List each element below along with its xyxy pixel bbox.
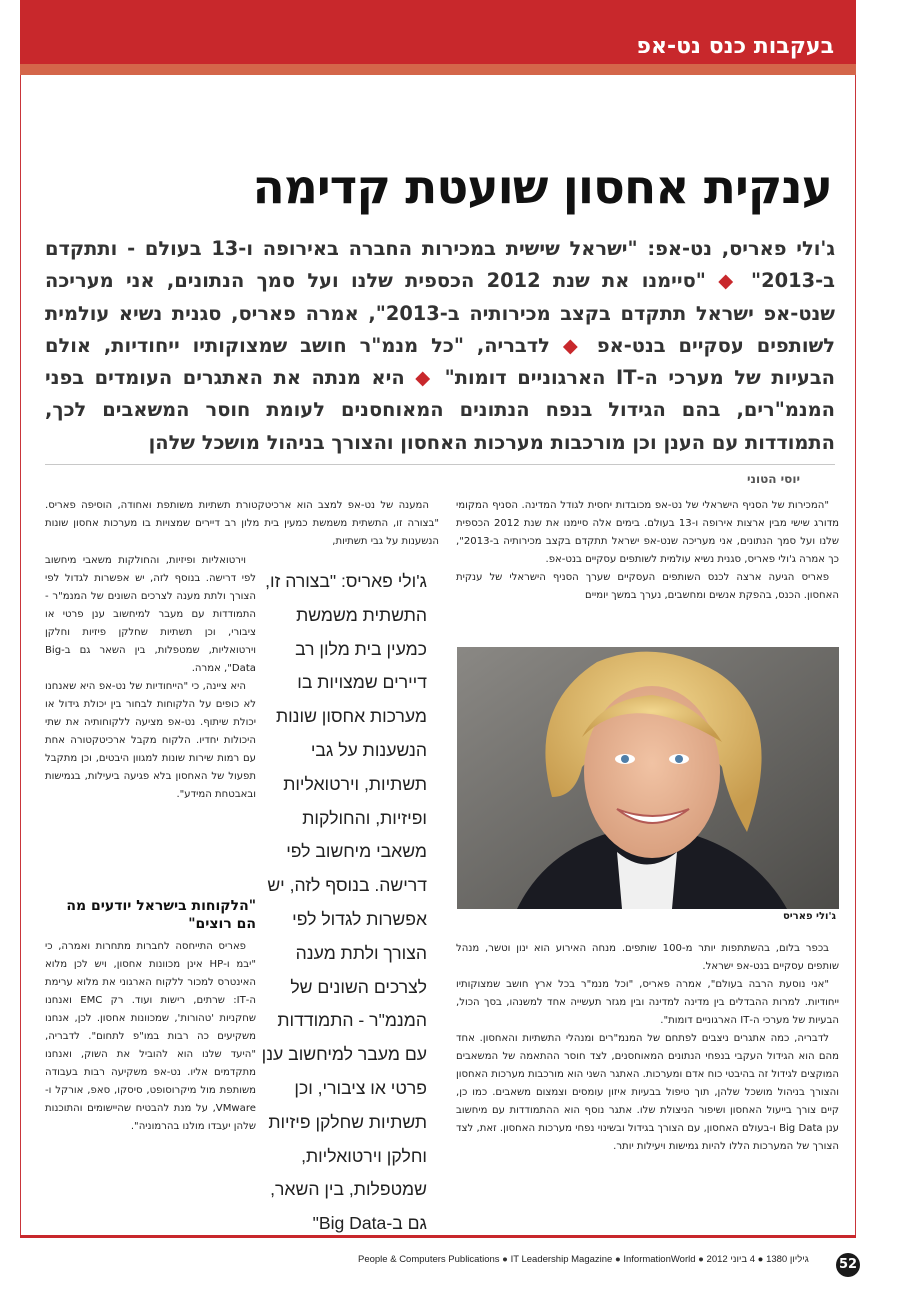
footer-publisher: People & Computers Publications <box>358 1254 500 1265</box>
article-headline: ענקית אחסון שועטת קדימה <box>252 160 832 215</box>
footer-magazine: IT Leadership Magazine <box>510 1254 613 1265</box>
sub-headline: "הלקוחות בישראל יודעים מה הם רוצים" <box>66 898 256 932</box>
paragraph: "המכירות של הסניף הישראלי של נט-אפ מכובדות יחסית לגודל המדינה. הסניף המקומי מדורג שישי מבין ארצות אירופה ו-13 בעולם. בימים אלה סיימנו את שנת 2012 הכספית שלנו ועל סמך הנתונים, אני מעריכה שנט-אפ ישראל תתקדם בקצב מכירותיה ב-2013", כך אמרה ג'ולי פאריס, סגנית נשיא עולמית לשותפים עסקיים בנט-אפ. <box>456 500 839 565</box>
paragraph: בכפר בלום, בהשתתפות יותר מ-100 שותפים. מנחה האירוע הוא ינון וטשר, מנהל שותפים עסקיים בנט-אפ ישראל. <box>456 943 839 972</box>
diamond-icon: ◆ <box>562 333 584 357</box>
article-lead <box>45 233 835 459</box>
section-header-bar <box>20 0 856 64</box>
page-number: 52 <box>836 1253 860 1277</box>
left-column <box>45 552 256 804</box>
paragraph: המענה של נט-אפ למצב הוא ארכיטקטורת תשתיות משותפת ואחודה, הוסיפה פאריס. "בצורה זו, התשתית משמשת כמעין בית מלון רב דיירים שמצויות בו מערכות אחסון שונות הנשענות על גבי תשתיות, <box>45 500 439 547</box>
page-footer <box>358 1254 838 1265</box>
left-column-bottom <box>45 938 256 1136</box>
paragraph: פאריס התייחסה לחברות מתחרות ואמרה, כי "יבמ ו-HP אינן מכוונות אחסון, ויש לכן מלוא האינטרס למכור ללקוח הארגוני את מלוא ערימת ה-IT: שרתים, רישות ועוד. רק EMC ואנחנו שחקניות 'טהורות', שמכוונות אחסון. לכן, אנחנו משקיעים כה רבות במו"פ לתחום". לדבריה, "היעד שלנו הוא להוביל את השוק, ואנחנו מתקדמים אליו. נט-אפ משקיעה רבות בעבודה משותפת מול מיקרוסופט, סיסקו, סאפ, אורקל ו-VMware, על מנת להבטיח שהיישומים והתוכנות שלהן יעבדו מולנו בהרמוניה". <box>45 941 256 1132</box>
portrait-photo <box>457 647 839 909</box>
portrait-image <box>457 647 839 909</box>
pull-quote: ג'ולי פאריס: "בצורה זו, התשתית משמשת כמעין בית מלון רב דיירים שמצויות בו מערכות אחסון שונות הנשענות על גבי תשתיות, וירטואליות ופיזיות, והחולקות משאבי מיחשוב לפי דרישה. בנוסף לזה, יש אפשרות לגדול לפי הצורך ולתת מענה לצרכים השונים של המנמ"ר - התמודדות עם מעבר למיחשוב ענן פרטי או ציבורי, וכן תשתיות שחלקן פיזיות וחלקן וירטואליות, שמטפלות, בין השאר, גם ב-Big Data" <box>261 571 427 1234</box>
lead-divider <box>45 464 835 465</box>
paragraph: היא ציינה, כי "הייחודיות של נט-אפ היא שאנחנו לא כופים על הלקוחות לבחור בין יכולת גידול או יכולת שיתוף. נט-אפ מציעה ללקוחותיה את שתי היכולות יחדיו. הלקוח מקבל ארכיטקטורה אחת עם רמות שירות שונות למגוון היבטים, וכן מתקבל תפעול של האחסון בלא פגיעה ביעילות, בגמישות ובאבטחת המידע". <box>45 681 256 800</box>
paragraph: "אני נוסעת הרבה בעולם", אמרה פאריס, "וכל מנמ"ר בכל ארץ חושב שמצוקותיו ייחודיות. למרות ההבדלים בין מדינה למדינה ובין מגזר תעשייה אחד למשנהו, בסך הכול, הבעיות של מערכי ה-IT הארגוניים דומות". <box>456 979 839 1026</box>
paragraph: וירטואליות ופיזיות, והחולקות משאבי מיחשוב לפי דרישה. בנוסף לזה, יש אפשרות לגדול לפי הצורך ולתת מענה לצרכים השונים של המנמ"ר - התמודדות עם מעבר למיחשוב ענן פרטי או ציבורי, וכן תשתיות שחלקן פיזיות וחלקן וירטואליות, שמטפלות, בין השאר גם ב-Big Data", אמרה. <box>45 555 256 674</box>
diamond-icon: ◆ <box>415 366 434 390</box>
right-column-bottom <box>456 940 839 1156</box>
paragraph: לדבריה, כמה אתגרים ניצבים לפתחם של המנמ"רים ומנהלי התשתיות והאחסון. אחד מהם הוא הגידול העקבי בנפחי הנתונים המאוחסנים, לצד חוסר ההתאמה של המשאבים המוקצים לגידול זה בהיבטי כוח אדם ומערכות. האתגר השני הוא מורכבות מערכות האחסון והצורך בניהול מושכל שלהן, תוך טיפול בבעיות איזון עומסים וצמצום משאבים. כמו כן, קיים צורך בייעול האחסון ושיפור הניצולת שלו. אתגר נוסף הוא ההתמודדות עם מיחשוב ענן Big Data ו-בעולם האחסון, עם הצורך בגידול ובשינוי נפחי מערכות האחסון. זאת, לצד הצורך של המערכות הללו להיות גמישות ויעילות יותר. <box>456 1033 839 1152</box>
photo-caption: ג'ולי פאריס <box>782 911 836 922</box>
section-label: בעקבות כנס נט-אפ <box>636 34 834 59</box>
footer-site: InformationWorld <box>623 1254 696 1265</box>
bullet-icon: ● <box>698 1254 704 1265</box>
right-column-top <box>456 497 839 605</box>
bottom-rule <box>20 1235 856 1238</box>
lead-part-4: היא מנתה את האתגרים העומדים בפני המנמ"רים, בהם הגידול בנפח הנתונים המאוחסנים לעומת חוסר המשאבים לכך, התמודדות עם הענן וכן מורכבות מערכות האחסון והצורך בניהול מושכל שלהן <box>45 366 835 454</box>
paragraph: פאריס הגיעה ארצה לכנס השותפים העסקיים שערך הסניף הישראלי של ענקית האחסון. הכנס, בהפקת אנשים ומחשבים, נערך במשך יומיים <box>456 572 839 601</box>
section-subbar <box>20 64 856 75</box>
bullet-icon: ● <box>614 1254 621 1265</box>
lead-part-2: "סיימנו את שנת 2012 הכספית שלנו ועל סמך הנתונים, אני מעריכה שנט-אפ ישראל תתקדם בקצב מכירותיה ב-2013", אמרה פאריס, סגנית נשיא עולמית לשותפים עסקיים בנט-אפ <box>45 269 835 357</box>
footer-issue: גיליון 1380 ● 4 ביוני 2012 <box>706 1254 809 1265</box>
bullet-icon: ● <box>502 1254 508 1265</box>
lead-part-1: ג'ולי פאריס, נט-אפ: "ישראל שישית במכירות החברה באירופה ו-13 בעולם - ותתקדם ב-2013" <box>45 237 836 293</box>
left-column-top <box>45 497 439 551</box>
author-byline: יוסי הטוני <box>746 472 800 486</box>
diamond-icon: ◆ <box>718 269 739 293</box>
lead-part-3: לדבריה, "כל מנמ"ר חושב שמצוקותיו ייחודיות, אולם הבעיות של מערכי ה-IT הארגוניים דומות" <box>45 333 835 390</box>
